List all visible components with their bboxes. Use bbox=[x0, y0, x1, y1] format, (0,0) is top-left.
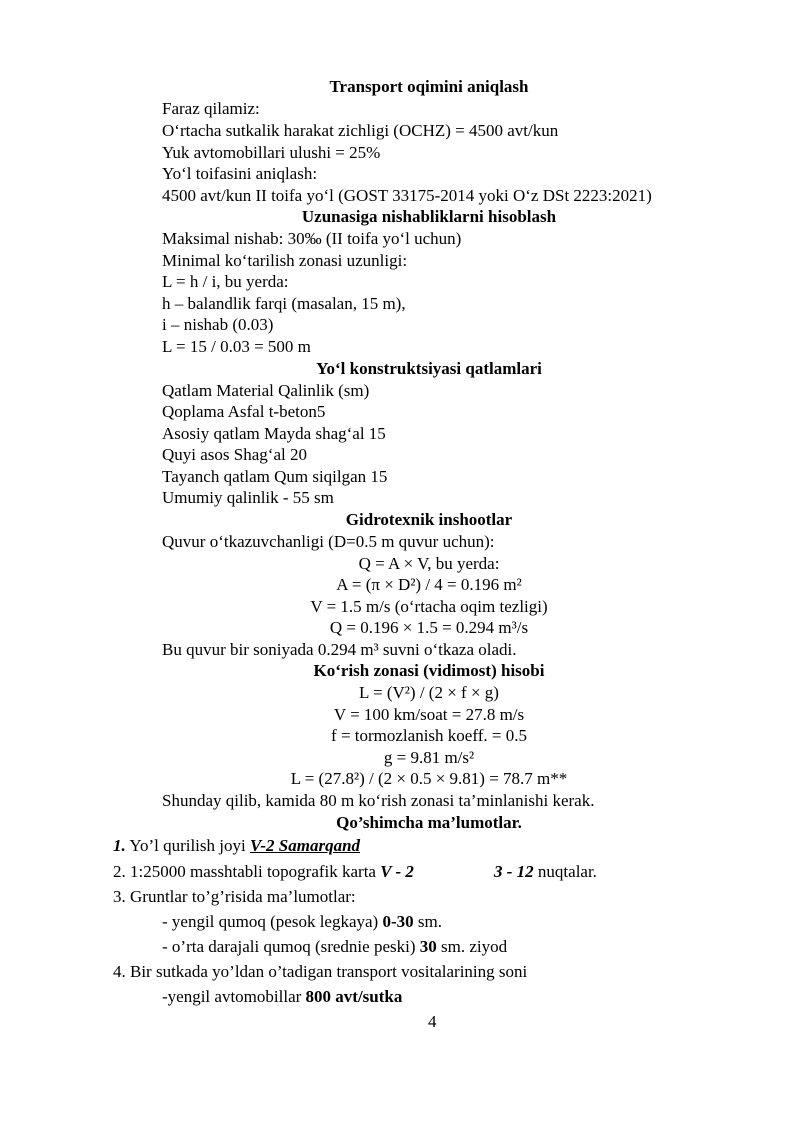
body-line: Quyi asos Shag‘al 20 bbox=[162, 445, 307, 464]
body-line: Qatlam Material Qalinlik (sm) bbox=[162, 381, 370, 400]
body-line: Tayanch qatlam Qum siqilgan 15 bbox=[162, 467, 388, 486]
body-line: h – balandlik farqi (masalan, 15 m), bbox=[162, 294, 406, 313]
heading-hydraulic-structures: Gidrotexnik inshootlar bbox=[345, 510, 513, 529]
body-line: Bu quvur bir soniyada 0.294 m³ suvni o‘tkaza oladi. bbox=[162, 640, 517, 659]
formula-line: Q = 0.196 × 1.5 = 0.294 m³/s bbox=[329, 618, 529, 637]
list-item-1: 1. Yo’l qurilish joyi V-2 Samarqand bbox=[113, 836, 361, 855]
page-number: 4 bbox=[428, 1012, 437, 1031]
formula-line: Q = A × V, bu yerda: bbox=[358, 554, 500, 573]
body-line: Minimal ko‘tarilish zonasi uzunligi: bbox=[162, 251, 408, 270]
list-item-3b: - o’rta darajali qumoq (srednie peski) 30 sm. ziyod bbox=[162, 937, 508, 956]
formula-line: A = (π × D²) / 4 = 0.196 m² bbox=[336, 575, 522, 594]
list-item-2: 2. 1:25000 masshtabli topografik karta V - 2 bbox=[113, 862, 414, 881]
body-line: L = h / i, bu yerda: bbox=[162, 272, 289, 291]
list-item-4a: -yengil avtomobillar 800 avt/sutka bbox=[162, 987, 403, 1006]
formula-line: V = 1.5 m/s (o‘rtacha oqim tezligi) bbox=[310, 597, 548, 616]
formula-line: V = 100 km/soat = 27.8 m/s bbox=[333, 705, 525, 724]
heading-visibility-zone: Ko‘rish zonasi (vidimost) hisobi bbox=[313, 661, 545, 680]
formula-line: L = (27.8²) / (2 × 0.5 × 9.81) = 78.7 m** bbox=[290, 769, 568, 788]
body-line: Yo‘l toifasini aniqlash: bbox=[162, 164, 318, 183]
body-line: L = 15 / 0.03 = 500 m bbox=[162, 337, 311, 356]
body-line: Maksimal nishab: 30‰ (II toifa yo‘l uchun) bbox=[162, 229, 462, 248]
list-item-3a: - yengil qumoq (pesok legkaya) 0-30 sm. bbox=[162, 912, 442, 931]
list-item-3: 3. Gruntlar to’g’risida ma’lumotlar: bbox=[113, 887, 356, 906]
body-line: Shunday qilib, kamida 80 m ko‘rish zonasi ta’minlanishi kerak. bbox=[162, 791, 595, 810]
body-line: 4500 avt/kun II toifa yo‘l (GOST 33175-2014 yoki O‘z DSt 2223:2021) bbox=[162, 186, 652, 205]
body-line: Umumiy qalinlik - 55 sm bbox=[162, 488, 334, 507]
body-line: i – nishab (0.03) bbox=[162, 315, 274, 334]
body-line: Yuk avtomobillari ulushi = 25% bbox=[162, 143, 381, 162]
formula-line: L = (V²) / (2 × f × g) bbox=[359, 683, 499, 702]
body-line: Faraz qilamiz: bbox=[162, 99, 260, 118]
heading-road-layers: Yo‘l konstruktsiyasi qatlamlari bbox=[316, 359, 542, 378]
body-line: Quvur o‘tkazuvchanligi (D=0.5 m quvur uchun): bbox=[162, 532, 495, 551]
list-item-2-points: 3 - 12 nuqtalar. bbox=[494, 862, 597, 881]
body-line: Qoplama Asfal t-beton5 bbox=[162, 402, 326, 421]
body-line: O‘rtacha sutkalik harakat zichligi (OCHZ) = 4500 avt/kun bbox=[162, 121, 559, 140]
body-line: Asosiy qatlam Mayda shag‘al 15 bbox=[162, 424, 386, 443]
heading-longitudinal-slopes: Uzunasiga nishabliklarni hisoblash bbox=[301, 207, 557, 226]
heading-transport-flow: Transport oqimini aniqlash bbox=[329, 77, 529, 96]
formula-line: g = 9.81 m/s² bbox=[383, 748, 475, 767]
list-item-4: 4. Bir sutkada yo’ldan o’tadigan transport vositalarining soni bbox=[113, 962, 528, 981]
heading-additional-info: Qo’shimcha ma’lumotlar. bbox=[336, 813, 522, 832]
formula-line: f = tormozlanish koeff. = 0.5 bbox=[331, 726, 527, 745]
